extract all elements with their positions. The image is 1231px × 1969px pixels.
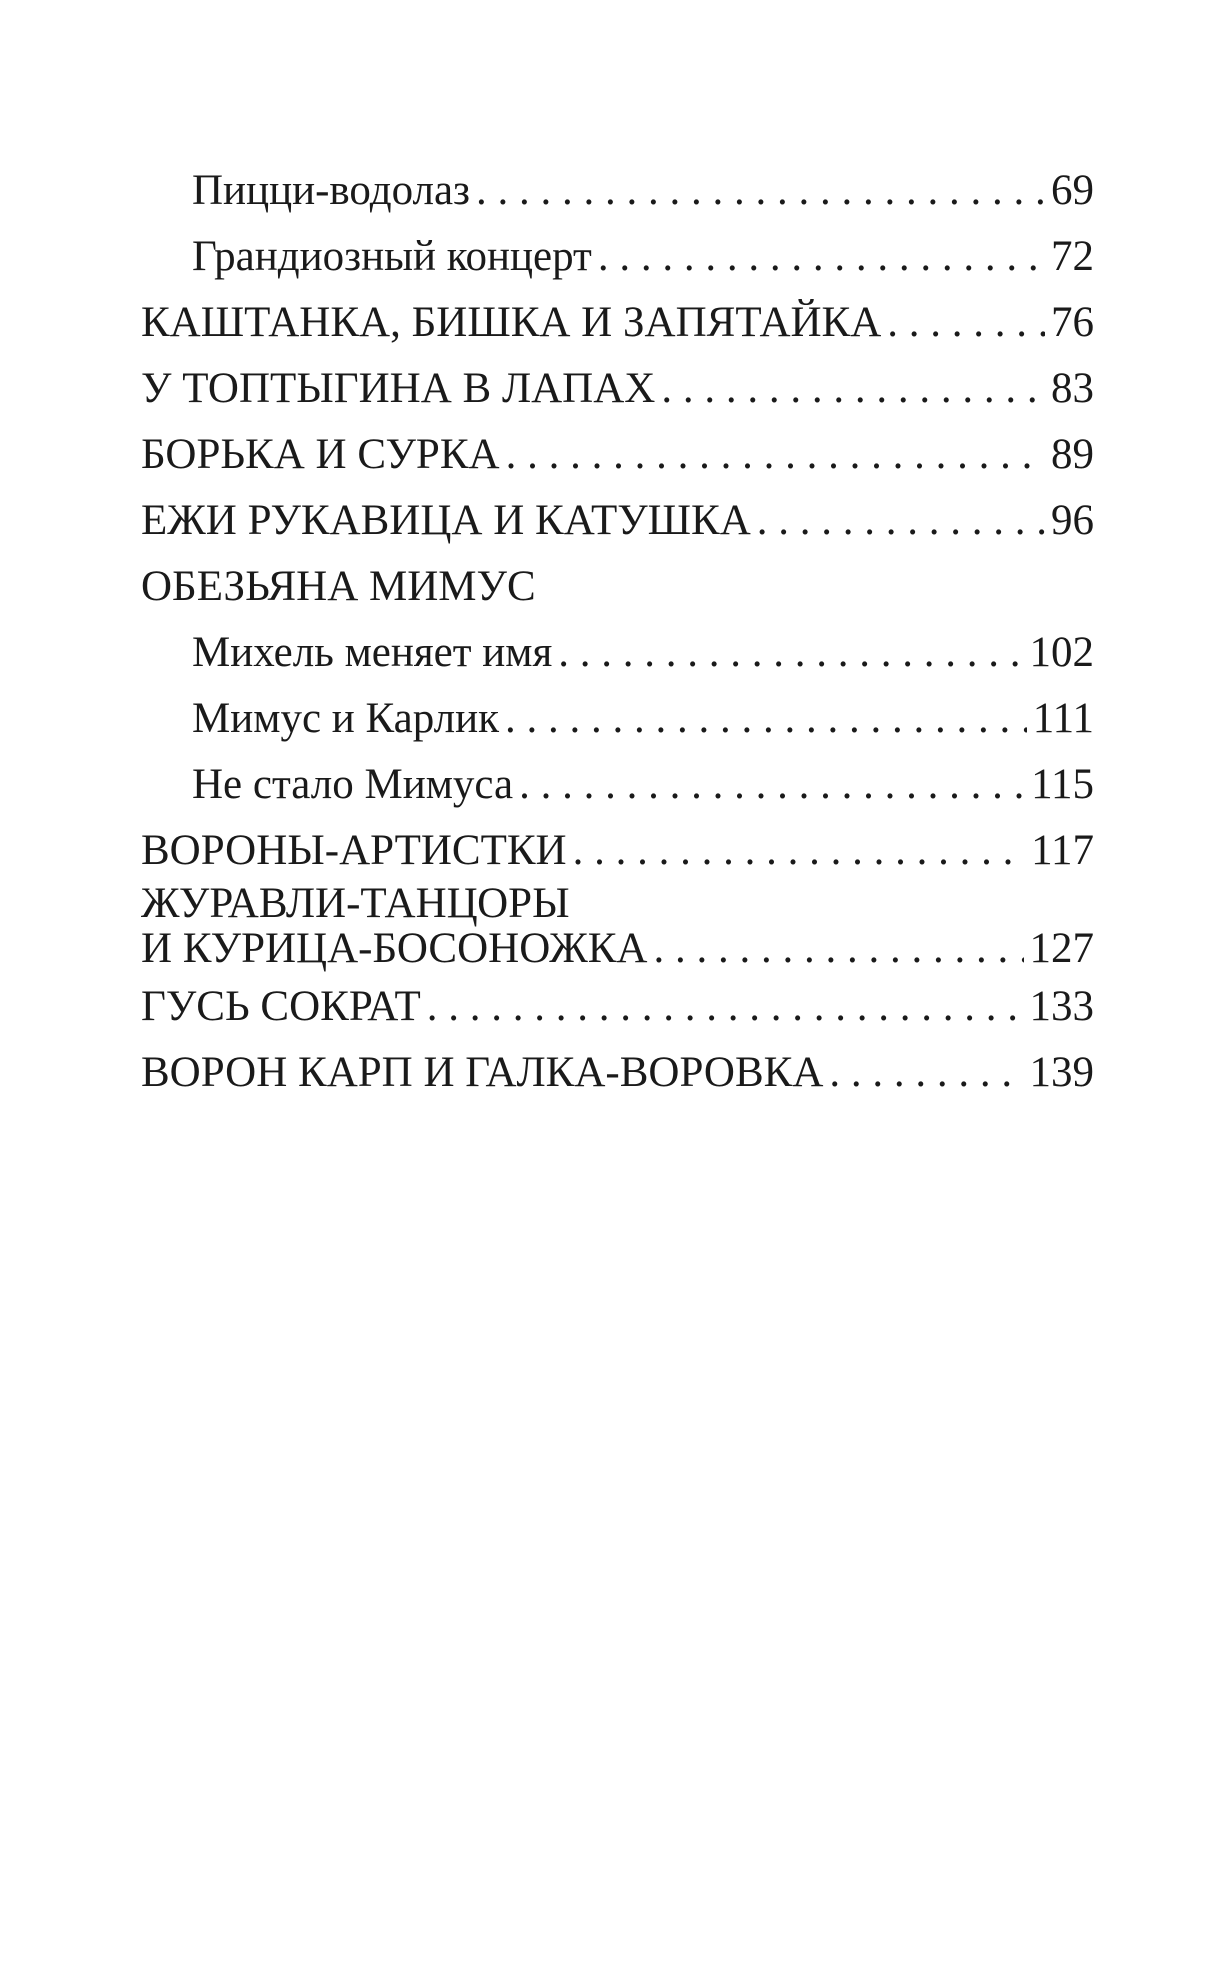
toc-entry-title: ОБЕЗЬЯНА МИМУС [141, 563, 536, 610]
toc-entry [141, 488, 1094, 554]
toc-entry [141, 974, 1094, 1040]
toc-entry [141, 422, 1094, 488]
toc-entry-title: Грандиозный концерт [192, 233, 592, 280]
dot-leader [476, 158, 1045, 224]
toc-entry-page: 117 [1031, 827, 1094, 874]
toc-entry-page: 89 [1051, 431, 1094, 478]
toc-entry-first-line [141, 880, 1094, 927]
toc-entry [141, 924, 1094, 974]
toc-entry-page: 115 [1031, 761, 1094, 808]
dot-leader [519, 752, 1025, 818]
dot-leader [887, 290, 1045, 356]
dot-leader [598, 224, 1045, 290]
toc-section-heading [141, 554, 1094, 620]
dot-leader [558, 620, 1023, 686]
table-of-contents [141, 158, 1094, 1106]
toc-entry-title: Мимус и Карлик [192, 695, 500, 742]
toc-entry-page: 111 [1032, 695, 1094, 742]
toc-entry-title: ВОРОН КАРП И ГАЛКА-ВОРОВКА [141, 1049, 824, 1096]
toc-entry-page: 69 [1051, 167, 1094, 214]
toc-entry [141, 158, 1094, 224]
dot-leader [505, 686, 1027, 752]
toc-entry-page: 139 [1029, 1049, 1094, 1096]
toc-entry [141, 818, 1094, 884]
dot-leader [757, 488, 1045, 554]
dot-leader [427, 974, 1024, 1040]
toc-entry-title: И КУРИЦА-БОСОНОЖКА [141, 925, 648, 972]
toc-entry-page: 72 [1051, 233, 1094, 280]
toc-entry-page: 96 [1051, 497, 1094, 544]
toc-entry [141, 356, 1094, 422]
toc-entry-page: 102 [1029, 629, 1094, 676]
toc-entry-title: ЕЖИ РУКАВИЦА И КАТУШКА [141, 497, 751, 544]
toc-entry [141, 686, 1094, 752]
toc-entry [141, 224, 1094, 290]
toc-entry-title: Михель меняет имя [192, 629, 553, 676]
toc-entry-page: 127 [1029, 925, 1094, 972]
dot-leader [661, 356, 1045, 422]
toc-entry-page: 76 [1051, 299, 1094, 346]
toc-entry [141, 752, 1094, 818]
toc-entry-title: Пицци-водолаз [192, 167, 471, 214]
toc-entry-title: КАШТАНКА, БИШКА И ЗАПЯТАЙКА [141, 299, 882, 346]
toc-entry-title: Не стало Мимуса [192, 761, 514, 808]
toc-entry [141, 290, 1094, 356]
toc-entry-page: 83 [1051, 365, 1094, 412]
dot-leader [573, 818, 1026, 884]
toc-entry-title: ГУСЬ СОКРАТ [141, 983, 421, 1030]
toc-entry-page: 133 [1029, 983, 1094, 1030]
toc-entry [141, 620, 1094, 686]
toc-entry-title: У ТОПТЫГИНА В ЛАПАХ [141, 365, 656, 412]
dot-leader [653, 924, 1023, 974]
toc-entry-title: ВОРОНЫ-АРТИСТКИ [141, 827, 567, 874]
dot-leader [829, 1040, 1023, 1106]
dot-leader [506, 422, 1045, 488]
toc-entry-title: БОРЬКА И СУРКА [141, 431, 500, 478]
toc-entry [141, 1040, 1094, 1106]
toc-entry-title: ЖУРАВЛИ-ТАНЦОРЫ [141, 880, 570, 927]
